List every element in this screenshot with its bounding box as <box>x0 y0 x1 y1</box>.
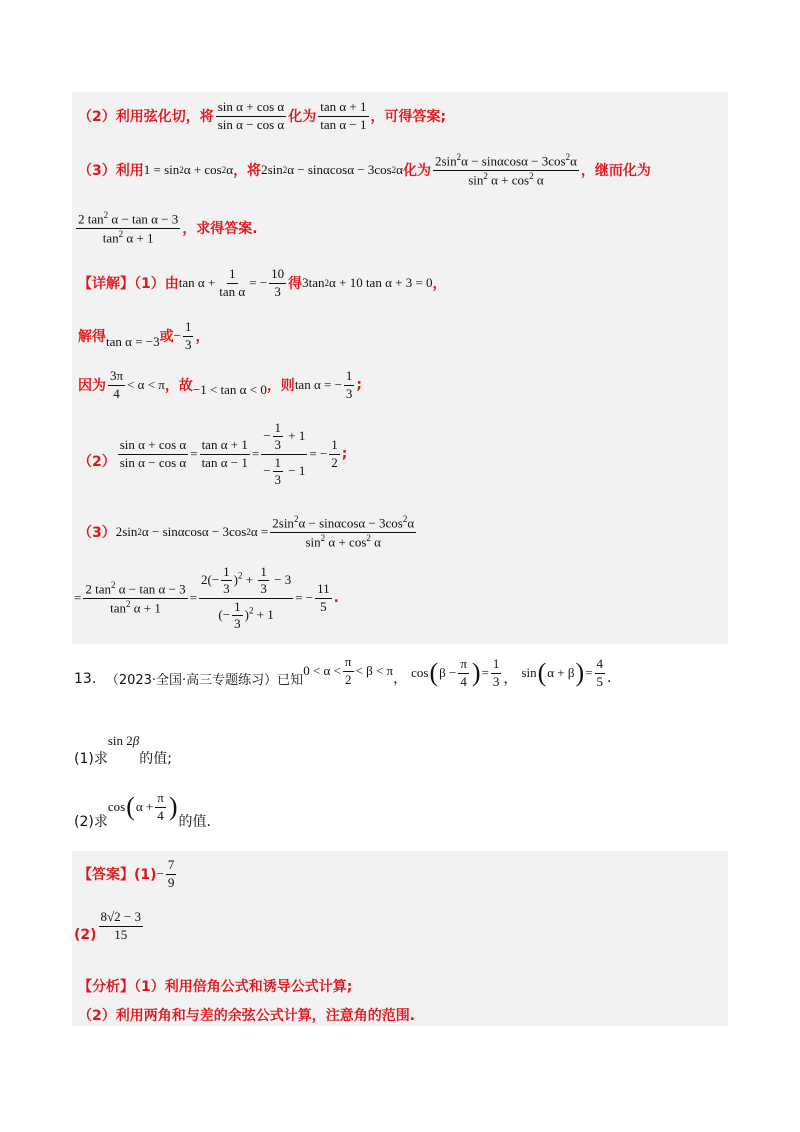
range-tan: −1 < tan α < 0 <box>192 382 267 397</box>
answer-value-1: − $\frac{7}{9}$ <box>156 857 175 890</box>
equation-tan-sum: tan α + $\frac{1}{\text{tan α}}$ = − $\frac{10}{3}$ <box>178 266 285 299</box>
expr-cos-alpha-pi4: cos ( α + $\frac{\pi}{4}$ ) <box>107 790 178 823</box>
fraction-expression: $\frac{2\sin^2\alpha - \sin\alpha\cos\alpha - 3\cos^2\alpha}{\sin^2 \alpha + \cos^2 \alpha}$ <box>434 151 577 187</box>
range-alpha: $\frac{3\pi}{4}$ < α < π <box>110 368 165 401</box>
answer-value-2: $\frac{8√2 - 3}{15}$ <box>100 909 142 942</box>
expr-sin2beta: sin 2 β <box>107 733 140 748</box>
answer-line-1: 【答案】(1) − $\frac{7}{9}$ <box>78 854 178 894</box>
detail-line-3: （3） 2sin 2 α − sinαcosα − 3cos 2 α = $\frac{2\sin^2\alpha - \sin\alpha\cos\alpha - 3\cos^2\alpha}{\sin^2 \alpha + \cos^2 \alpha}$ <box>78 510 418 554</box>
detail-line-3b: = $\frac{2 \tan^2 \alpha - \tan \alpha - 3}{\tan^2 \alpha + 1}$ = 2(− $\frac{1}{3}$ )$^2$ + $\frac{1}{3}$ − 3 (− $\frac{1}{3}$ )$^2$ + 1 = − $\frac{11}{5}$ . <box>74 563 339 631</box>
analysis-2: （2）利用两角和与差的余弦公式计算，注意角的范围. <box>78 1008 416 1024</box>
fraction-tan-expression: $\frac{2 \tan^2 \alpha - \tan \alpha - 3}{\tan^2 \alpha + 1}$ <box>78 209 179 245</box>
detail-line-1: 【详解】（1）由 tan α + $\frac{1}{\text{tan α}}$ = − $\frac{10}{3}$ 得 3tan 2 α + 10 tan α + 3 = 0 ， <box>78 266 447 299</box>
question-13: 13． （2023·全国·高三专题练习）已知 0 < α < $\frac{\pi}{2}$ < β < π ， cos ( β − $\frac{\pi}{4}$ ) = $\frac{1}{3}$ ， sin ( α + β ) = $\frac{4}{5}$ . <box>74 654 612 689</box>
answer-line-2: (2) $\frac{8√2 - 3}{15}$ <box>74 906 145 946</box>
fraction-tan: $\frac{\text{tan α + 1}}{\text{tan α − 1}}$ <box>320 99 367 132</box>
detail-line-2: （2） $\frac{\text{sin α + cos α}}{\text{sin α − cos α}}$ = $\frac{\text{tan α + 1}}{\text{tan α − 1}}$ = − $\frac{1}{3}$ + 1 − $\frac{1}{3}$ − 1 = − $\frac{1}{2}$ ; <box>78 419 348 487</box>
condition-range: 0 < α < $\frac{\pi}{2}$ < β < π <box>303 654 394 687</box>
result-tan: tan α = − $\frac{1}{3}$ <box>294 368 353 401</box>
solution-tan: tan α = −3 <box>106 334 160 349</box>
question-part-2: (2)求 cos ( α + $\frac{\pi}{4}$ ) 的值. <box>74 790 211 830</box>
detail-line-because: 因为 $\frac{3\pi}{4}$ < α < π ，故 −1 < tan α < 0 ，则 tan α = − $\frac{1}{3}$ ; <box>78 368 363 401</box>
analysis-1: 【分析】（1）利用倍角公式和诱导公式计算; <box>78 979 353 995</box>
analysis-line-3b: $\frac{2 \tan^2 \alpha - \tan \alpha - 3}{\tan^2 \alpha + 1}$ ，求得答案. <box>74 208 258 248</box>
equation-quadratic: 3tan 2 α + 10 tan α + 3 = 0 <box>302 275 433 290</box>
computation-2: $\frac{\text{sin α + cos α}}{\text{sin α − cos α}}$ = $\frac{\text{tan α + 1}}{\text{tan α − 1}}$ = − $\frac{1}{3}$ + 1 − $\frac{1}{3}$ − 1 = − $\frac{1}{2}$ <box>119 419 338 487</box>
detail-line-solve: 解得 tan α = −3 或 − $\frac{1}{3}$ ， <box>78 319 210 352</box>
fraction-sin-cos: $\frac{\text{sin α + cos α}}{\text{sin α − cos α}}$ <box>217 99 285 132</box>
solution-neg-third: − $\frac{1}{3}$ <box>173 319 192 352</box>
computation-3a: 2sin 2 α − sinαcosα − 3cos 2 α = $\frac{2\sin^2\alpha - \sin\alpha\cos\alpha - 3\cos^2\alpha}{\sin^2 \alpha + \cos^2 \alpha}$ <box>115 513 415 549</box>
analysis-line-3: （3）利用 1 = sin 2 α + cos 2 α ，将 2sin 2 α − sinαcosα − 3cos 2 α 化为 $\frac{2\sin^2\alpha - \sin\alpha\cos\alpha - 3\cos^2\alpha}{\sin^2 \alpha + \cos^2 \alpha}$ ，继而化为 <box>78 151 651 187</box>
expression-original: 2sin 2 α − sinαcosα − 3cos 2 α <box>261 162 403 177</box>
question-part-1: (1)求 sin 2 β 的值; <box>74 733 172 767</box>
computation-3b: = $\frac{2 \tan^2 \alpha - \tan \alpha - 3}{\tan^2 \alpha + 1}$ = 2(− $\frac{1}{3}$ )$^2$ + $\frac{1}{3}$ − 3 (− $\frac{1}{3}$ )$^2$ + 1 = − $\frac{11}{5}$ <box>74 563 330 631</box>
identity-one: 1 = sin 2 α + cos 2 α <box>143 162 234 177</box>
condition-cos: cos ( β − $\frac{\pi}{4}$ ) = $\frac{1}{3}$ <box>411 656 500 689</box>
condition-sin: sin ( α + β ) = $\frac{4}{5}$ <box>521 656 604 689</box>
analysis-line-2: （2）利用弦化切，将 $\frac{\text{sin α + cos α}}{\text{sin α − cos α}}$ 化为 $\frac{\text{tan α + 1}}{\text{tan α − 1}}$ ，可得答案; <box>78 99 447 132</box>
